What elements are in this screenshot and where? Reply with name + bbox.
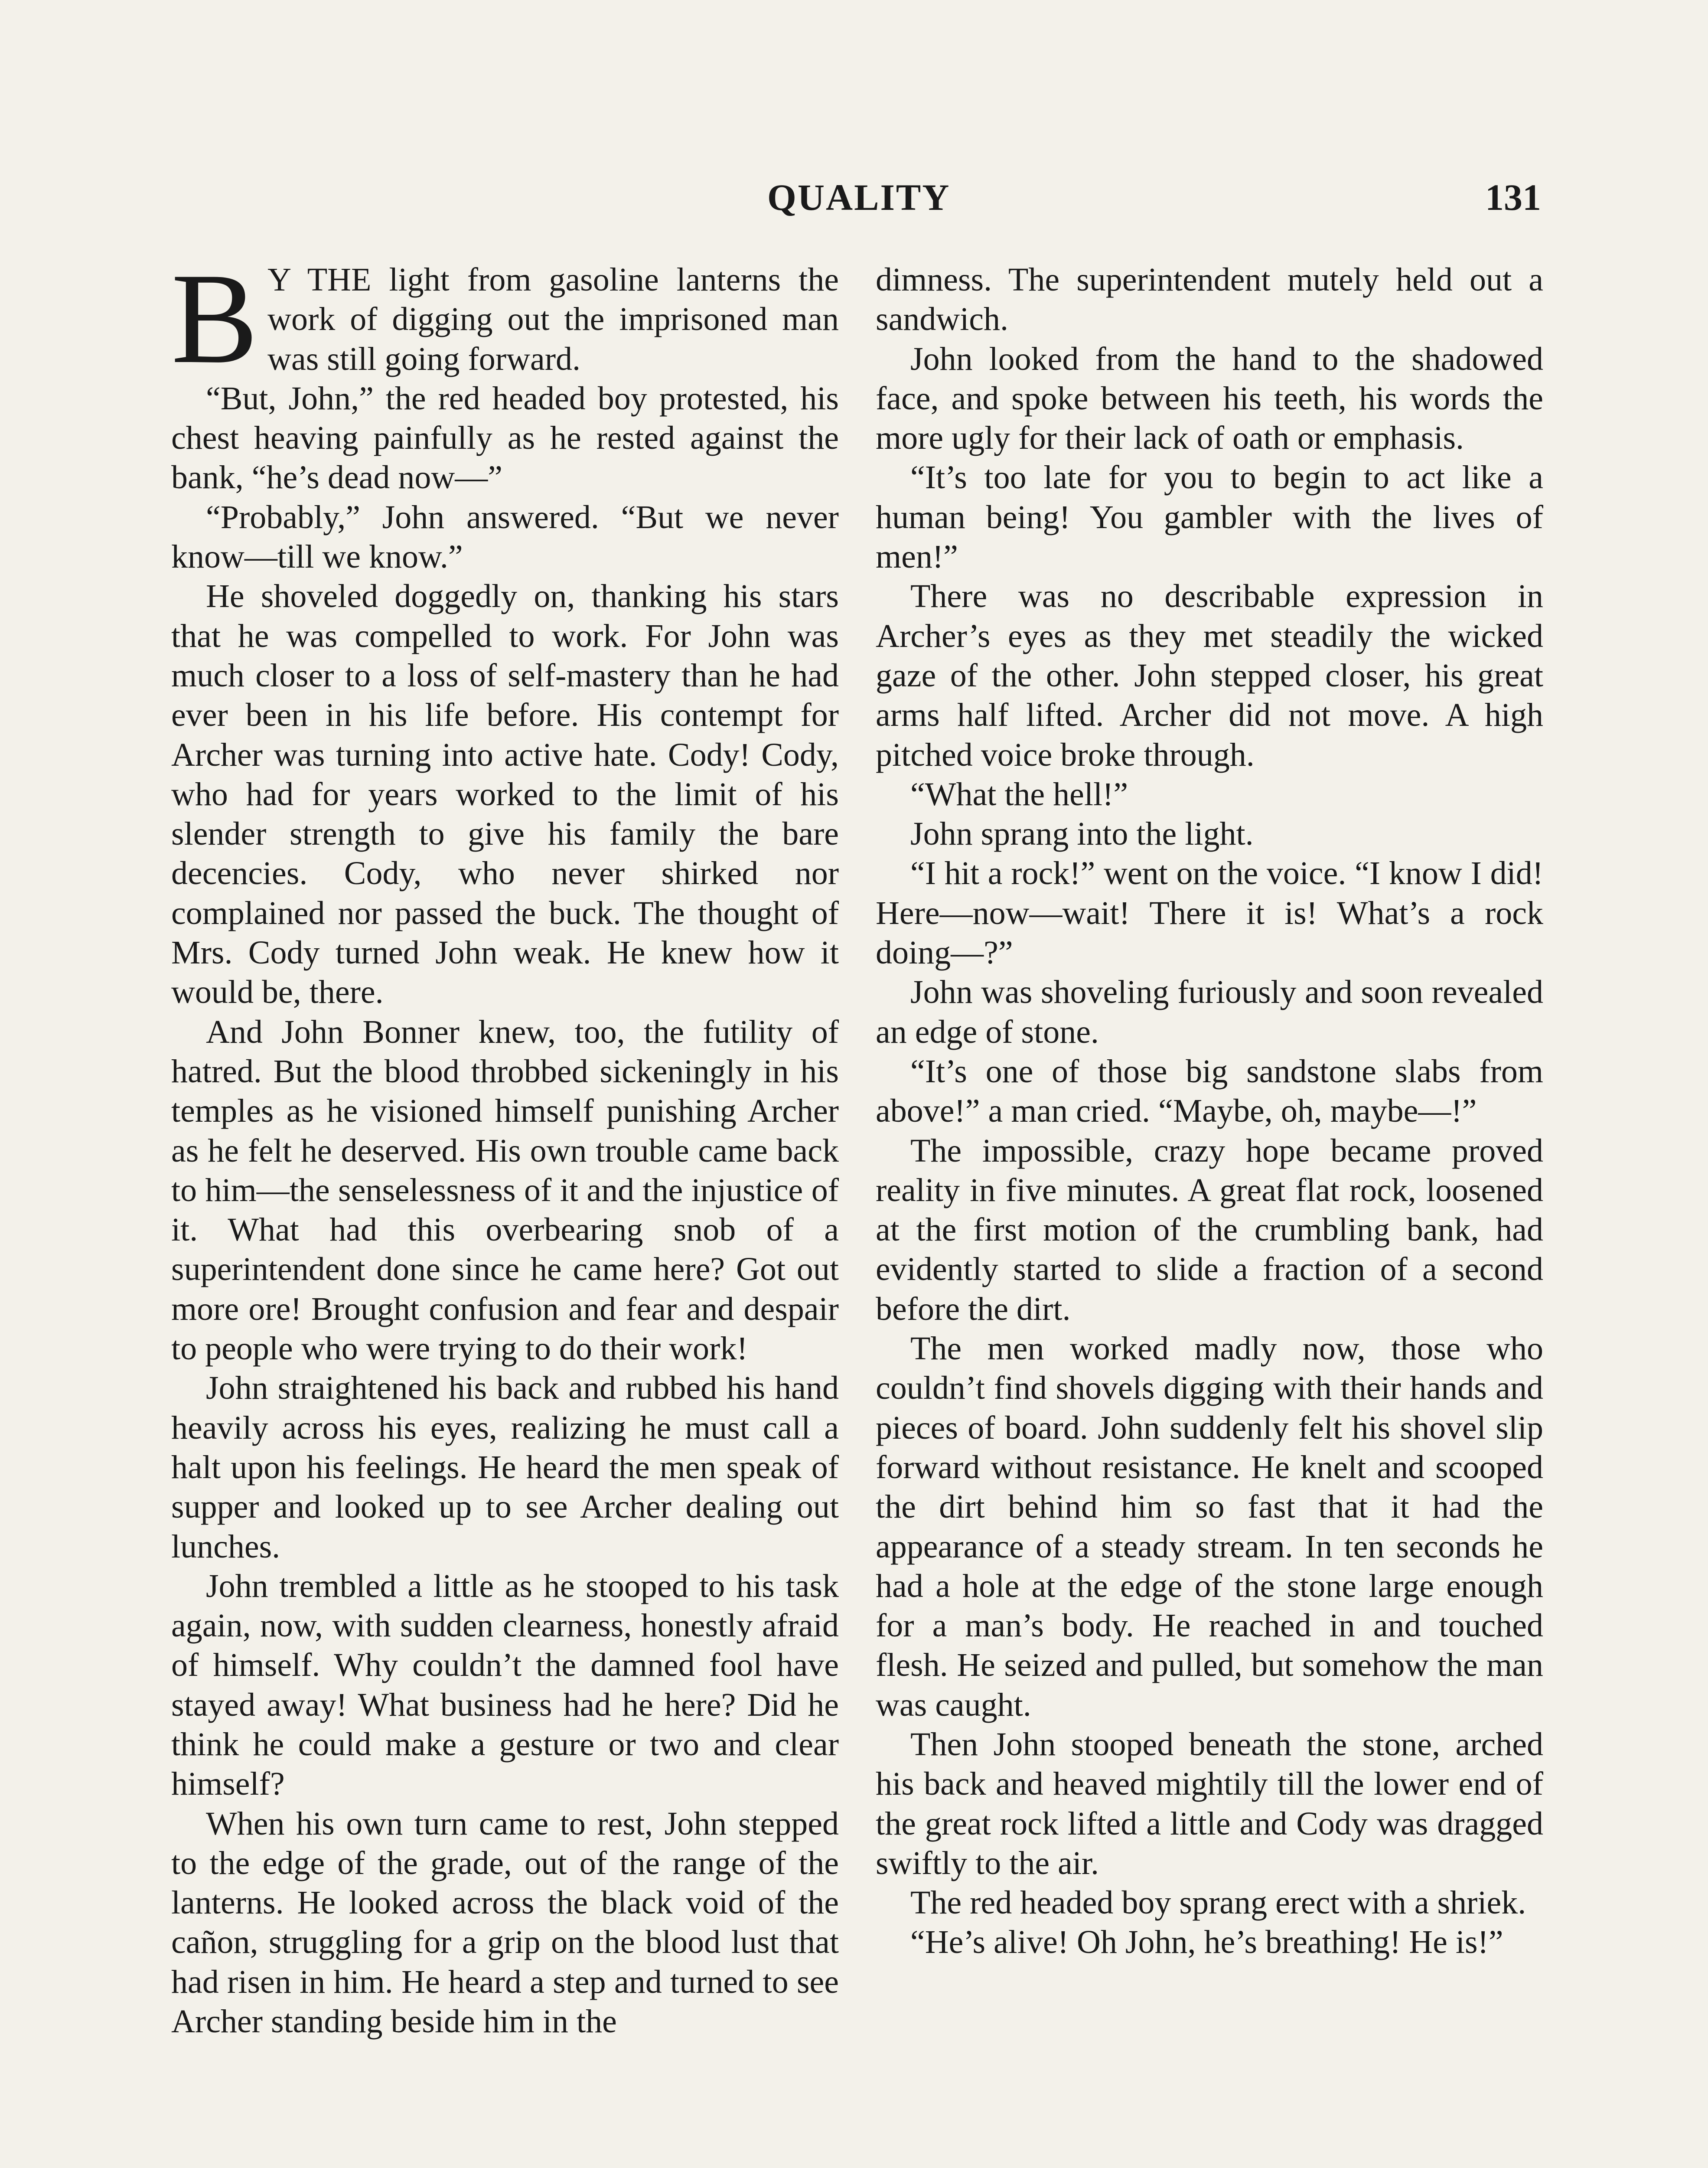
paragraph: “I hit a rock!” went on the voice. “I know I did! Here—now—wait! There it is! What’s a rock doing—?”	[876, 855, 1543, 971]
paragraph: The red headed boy sprang erect with a shriek.	[910, 1884, 1526, 1921]
drop-cap: B	[171, 246, 258, 390]
paragraph: John straightened his back and rubbed his hand heavily across his eyes, realizing he must call a halt upon his feelings. He heard the men speak of supper and looked up to see Archer dealing out lunches.	[171, 1370, 839, 1565]
right-column	[876, 260, 1543, 1962]
paragraph: “Probably,” John answered. “But we never know—till we know.”	[171, 499, 839, 575]
paragraph: He shoveled doggedly on, thanking his stars that he was compelled to work. For John was much closer to a loss of self-mastery than he had ever been in his life before. His contempt for Archer was turning into active hate. Cody! Cody, who had for years worked to the limit of his slender strength to give his family the bare decencies. Cody, who never shirked nor complained nor passed the buck. The thought of Mrs. Cody turned John weak. He knew how it would be, there.	[171, 578, 839, 1011]
paragraph: “It’s one of those big sandstone slabs from above!” a man cried. “Maybe, oh, maybe—!”	[876, 1053, 1543, 1130]
page-header	[0, 176, 1708, 223]
paragraph: “He’s alive! Oh John, he’s breathing! He is!”	[910, 1924, 1503, 1961]
paragraph: When his own turn came to rest, John stepped to the edge of the grade, out of the range of the lanterns. He looked across the black void of the cañon, struggling for a grip on the blood lust that had risen in him. He heard a step and turned to see Archer standing beside him in the	[171, 1805, 839, 2040]
left-column	[171, 246, 839, 2041]
paragraph: And John Bonner knew, too, the futility of hatred. But the blood throbbed sickeningly in his temples as he visioned himself punishing Archer as he felt he deserved. His own trouble came back to him—the senselessness of it and the injustice of it. What had this overbearing snob of a superintendent done since he came here? Got out more ore! Brought confusion and fear and despair to people who were trying to do their work!	[171, 1013, 839, 1367]
page-number: 131	[1485, 176, 1541, 218]
opening-paragraph-text: Y THE light from gasoline lanterns the work of digging out the imprisoned man was still going forward.	[267, 261, 839, 377]
paragraph: The men worked madly now, those who couldn’t find shovels digging with their hands and pieces of board. John suddenly felt his shovel slip forward without resistance. He knelt and scooped the dirt behind him so fast that it had the appearance of a steady stream. In ten seconds he had a hole at the edge of the stone large enough for a man’s body. He reached in and touched flesh. He seized and pulled, but somehow the man was caught.	[876, 1330, 1543, 1723]
paragraph: “What the hell!”	[910, 776, 1128, 813]
running-title: QUALITY	[767, 176, 951, 218]
paragraph: “But, John,” the red headed boy protested, his chest heaving painfully as he rested against the bank, “he’s dead now—”	[171, 380, 839, 496]
opening-paragraph	[171, 246, 839, 390]
paragraph: “It’s too late for you to begin to act like a human being! You gambler with the lives of men!”	[876, 459, 1543, 575]
paragraph: John sprang into the light.	[910, 816, 1254, 852]
paragraph: John was shoveling furiously and soon revealed an edge of stone.	[876, 974, 1543, 1050]
paragraph: There was no describable expression in Archer’s eyes as they met steadily the wicked gaze of the other. John stepped closer, his great arms half lifted. Archer did not move. A high pitched voice broke through.	[876, 578, 1543, 773]
continued-paragraph: dimness. The superintendent mutely held out a sandwich.	[876, 261, 1543, 338]
paragraph: The impossible, crazy hope became proved reality in five minutes. A great flat rock, loosened at the first motion of the crumbling bank, had evidently started to slide a fraction of a second before the dirt.	[876, 1132, 1543, 1327]
paragraph: John looked from the hand to the shadowed face, and spoke between his teeth, his words the more ugly for their lack of oath or emphasis.	[876, 340, 1543, 457]
paragraph: Then John stooped beneath the stone, arched his back and heaved mightily till the lower end of the great rock lifted a little and Cody was dragged swiftly to the air.	[876, 1726, 1543, 1881]
paragraph: John trembled a little as he stooped to his task again, now, with sudden clearness, honestly afraid of himself. Why couldn’t the damned fool have stayed away! What business had he here? Did he think he could make a gesture or two and clear himself?	[171, 1567, 839, 1802]
